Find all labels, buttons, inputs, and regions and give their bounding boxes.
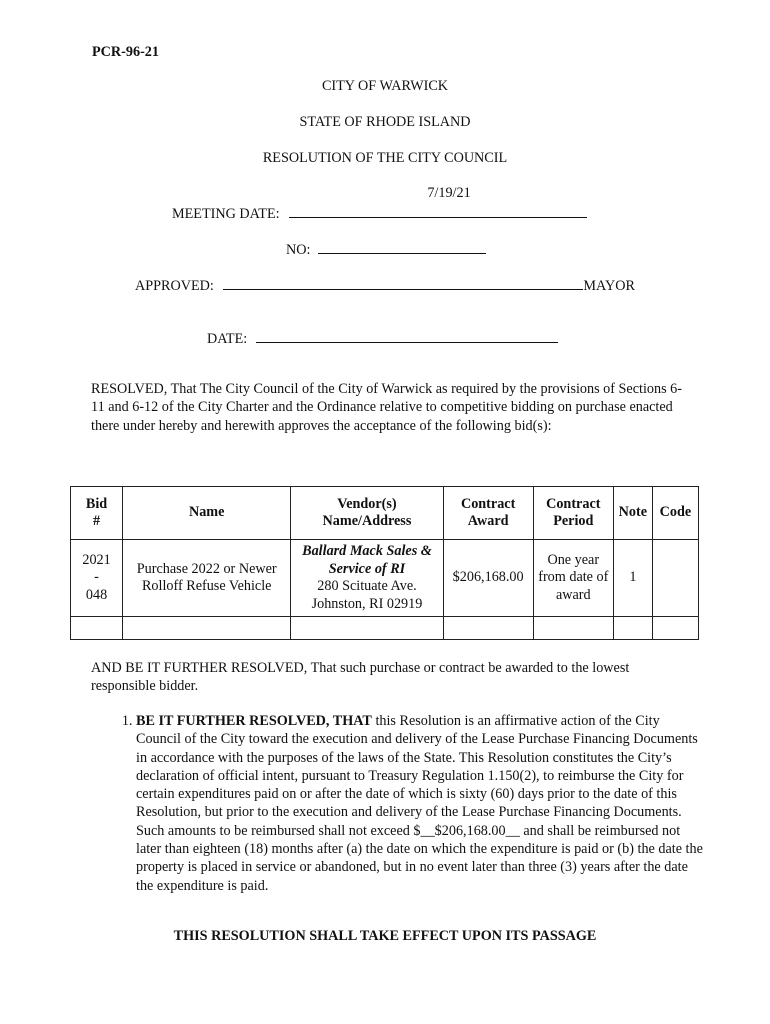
table-header-row (71, 487, 699, 540)
vendor-name: Ballard Mack Sales & Service of RI (302, 543, 432, 577)
number-line (318, 239, 486, 254)
meeting-date-line (289, 203, 587, 218)
resolution-heading: RESOLUTION OF THE CITY COUNCIL (262, 150, 508, 166)
header-vendor: Vendor(s) Name/Address (291, 487, 443, 540)
cell-note: 1 (613, 540, 652, 617)
header-note: Note (613, 487, 652, 540)
header-bid-number: Bid # (71, 487, 123, 540)
header-name: Name (123, 487, 291, 540)
cell-vendor (291, 540, 443, 617)
resolution-items (110, 712, 706, 895)
header-contract-award: Contract Award (443, 487, 533, 540)
reimbursement-amount: $__$206,168.00__ (413, 822, 520, 839)
mayor-label: MAYOR (583, 278, 635, 294)
state-heading: STATE OF RHODE ISLAND (299, 114, 471, 130)
table-row (71, 540, 699, 617)
meeting-date-field (172, 203, 587, 223)
resolved-paragraph: RESOLVED, That The City Council of the City of Warwick as required by the provisions of Sections 6-11 and 6-12 of the City Charter and the Ordinance relative to competitive bidding on purchase enacted there under hereby and herewith approves the acceptance of the following bid(s): (91, 381, 682, 434)
approved-label: APPROVED: (135, 278, 214, 294)
cell-bid-number: 2021 - 048 (71, 540, 123, 617)
city-heading: CITY OF WARWICK (321, 78, 449, 94)
item-text-a: this Resolution is an affirmative action of the City Council of the City toward the execution and delivery of the Lease Purchase Financing Documents in accordance with the purposes of the laws of the State. This Resolution constitutes the City’s declaration of official intent, pursuant to Treasury Regulation 1.150(2), to reimburse the City for certain expenditures paid on or after the date of which is sixty (60) days prior to the date of this Resolution, but prior to the execution and delivery of the Lease Purchase Financing Documents. Such amounts to be reimbursed shall not exceed (136, 713, 698, 839)
cell-code (652, 540, 698, 617)
meeting-date-value: 7/19/21 (427, 185, 471, 201)
date-label: DATE: (207, 331, 248, 347)
document-id: PCR-96-21 (92, 44, 159, 60)
further-resolved-paragraph: AND BE IT FURTHER RESOLVED, That such purchase or contract be awarded to the lowest responsible bidder. (91, 660, 630, 695)
table-empty-row (71, 617, 699, 640)
meeting-date-label: MEETING DATE: (172, 206, 280, 222)
cell-name: Purchase 2022 or Newer Rolloff Refuse Vehicle (123, 540, 291, 617)
vendor-address: 280 Scituate Ave. Johnston, RI 02919 (311, 578, 423, 612)
number-field (286, 239, 486, 259)
item-text-b: and shall be reimbursed not later than eighteen (18) months after (a) the date on which the expenditure is paid or (b) the date the property is placed in service or abandoned, but in no event later than three (3) years after the date the expenditure is paid. (136, 822, 703, 894)
number-label: NO: (286, 242, 311, 258)
list-item (136, 712, 706, 895)
approved-signature-line (223, 275, 583, 290)
effective-statement: THIS RESOLUTION SHALL TAKE EFFECT UPON ITS PASSAGE (173, 928, 597, 944)
date-field (207, 328, 558, 348)
item-lead: BE IT FURTHER RESOLVED, THAT (136, 713, 372, 729)
approved-field (135, 275, 635, 295)
header-code: Code (652, 487, 698, 540)
cell-contract-period: One year from date of award (533, 540, 613, 617)
header-contract-period: Contract Period (533, 487, 613, 540)
bids-table (70, 486, 699, 640)
date-line (256, 328, 558, 343)
cell-contract-award: $206,168.00 (443, 540, 533, 617)
